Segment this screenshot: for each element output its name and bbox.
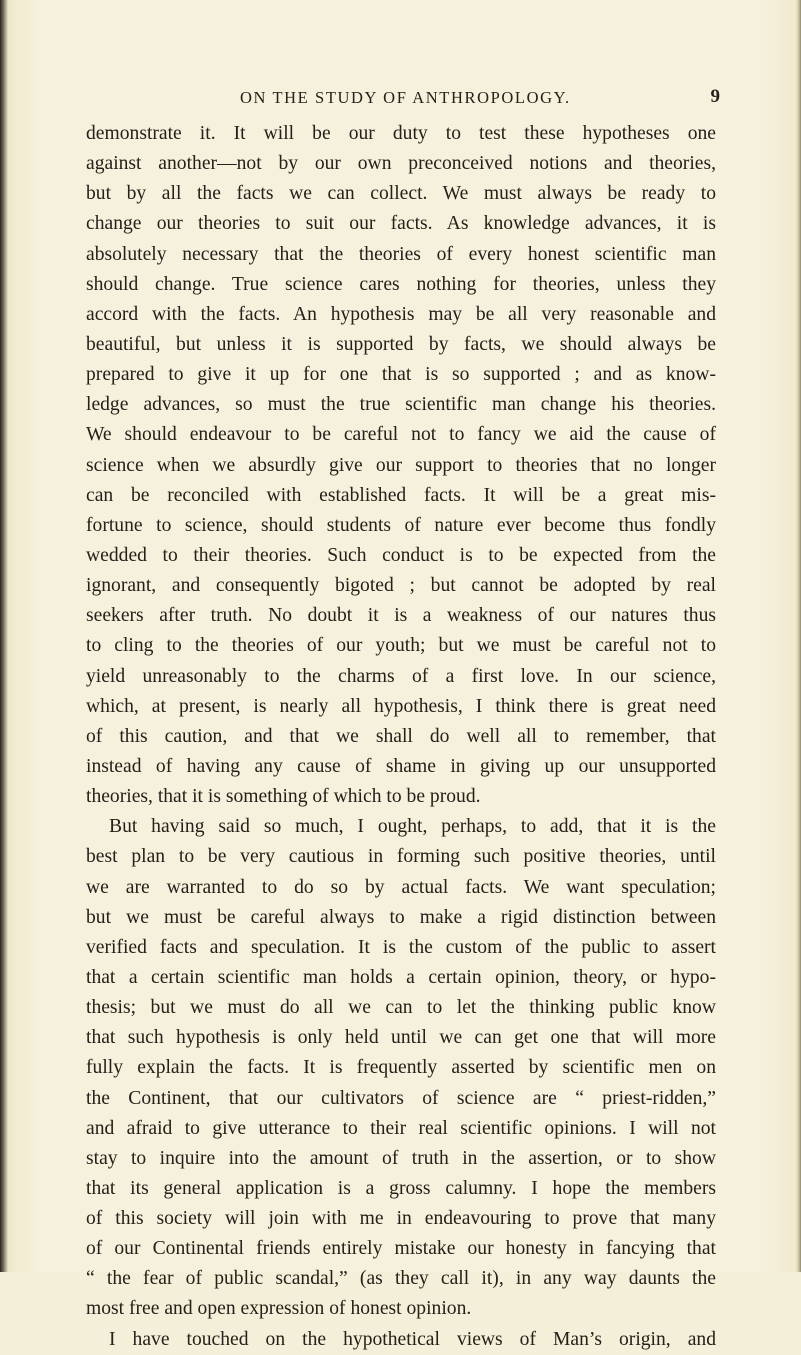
text-line: beautiful, but unless it is supported by facts, we should always be	[86, 333, 716, 355]
text-line: but by all the facts we can collect. We must always be ready to	[86, 183, 716, 205]
text-line: prepared to give it up for one that is so supported ; and as know-	[86, 364, 716, 386]
text-line: that its general application is a gross calumny. I hope the members	[86, 1177, 716, 1199]
text-line: yield unreasonably to the charms of a first love. In our science,	[86, 665, 716, 687]
text-line: wedded to their theories. Such conduct is to be expected from the	[86, 544, 716, 566]
page-edge	[796, 0, 801, 1272]
body-text	[86, 119, 716, 1355]
text-line: fully explain the facts. It is frequently asserted by scientific men on	[86, 1057, 716, 1079]
text-line: can be reconciled with established facts. It will be a great mis-	[86, 484, 716, 506]
text-line: that such hypothesis is only held until we can get one that will more	[86, 1027, 716, 1049]
text-line: absolutely necessary that the theories of every honest scientific man	[86, 243, 716, 265]
text-line: verified facts and speculation. It is the custom of the public to assert	[86, 936, 716, 958]
text-line: We should endeavour to be careful not to fancy we aid the cause of	[86, 424, 716, 446]
text-line: to cling to the theories of our youth; but we must be careful not to	[86, 635, 716, 657]
binding-shadow	[0, 0, 8, 1272]
text-line: should change. True science cares nothing for theories, unless they	[86, 273, 716, 295]
text-line: “ the fear of public scandal,” (as they call it), in any way daunts the	[86, 1268, 716, 1290]
text-line: accord with the facts. An hypothesis may be all very reasonable and	[86, 303, 716, 325]
text-line: we are warranted to do so by actual facts. We want speculation;	[86, 876, 716, 898]
text-line: and afraid to give utterance to their real scientific opinions. I will not	[86, 1117, 716, 1139]
text-line: stay to inquire into the amount of truth in the assertion, or to show	[86, 1147, 716, 1169]
text-line: theories, that it is something of which to be proud.	[86, 786, 481, 808]
text-line: fortune to science, should students of nature ever become thus fondly	[86, 514, 716, 536]
text-line: change our theories to suit our facts. As knowledge advances, it is	[86, 213, 716, 235]
text-line: ignorant, and consequently bigoted ; but cannot be adopted by real	[86, 575, 716, 597]
running-head	[80, 88, 720, 110]
text-line: seekers after truth. No doubt it is a weakness of our natures thus	[86, 605, 716, 627]
text-line: best plan to be very cautious in forming such positive theories, until	[86, 846, 716, 868]
text-line: But having said so much, I ought, perhaps, to add, that it is the	[109, 816, 716, 838]
text-line: instead of having any cause of shame in giving up our unsupported	[86, 755, 716, 777]
text-line: I have touched on the hypothetical views of Man’s origin, and	[109, 1328, 716, 1350]
text-line: of this caution, and that we shall do well all to remember, that	[86, 725, 716, 747]
text-line: demonstrate it. It will be our duty to test these hypotheses one	[86, 123, 716, 144]
text-line: thesis; but we must do all we can to let the thinking public know	[86, 997, 716, 1019]
text-line: the Continent, that our cultivators of science are “ priest-ridden,”	[86, 1087, 716, 1109]
text-line: ledge advances, so must the true scientific man change his theories.	[86, 394, 716, 416]
running-head-title: ON THE STUDY OF ANTHROPOLOGY.	[240, 88, 571, 107]
text-line: of this society will join with me in endeavouring to prove that many	[86, 1208, 716, 1230]
text-line: of our Continental friends entirely mistake our honesty in fancying that	[86, 1238, 716, 1260]
text-line: most free and open expression of honest opinion.	[86, 1298, 472, 1320]
text-line: against another—not by our own preconceived notions and theories,	[86, 153, 716, 175]
text-line: which, at present, is nearly all hypothesis, I think there is great need	[86, 695, 716, 717]
text-line: science when we absurdly give our support to theories that no longer	[86, 454, 716, 476]
page-number: 9	[710, 86, 720, 107]
text-line: that a certain scientific man holds a certain opinion, theory, or hypo-	[86, 966, 716, 988]
text-line: but we must be careful always to make a rigid distinction between	[86, 906, 716, 928]
